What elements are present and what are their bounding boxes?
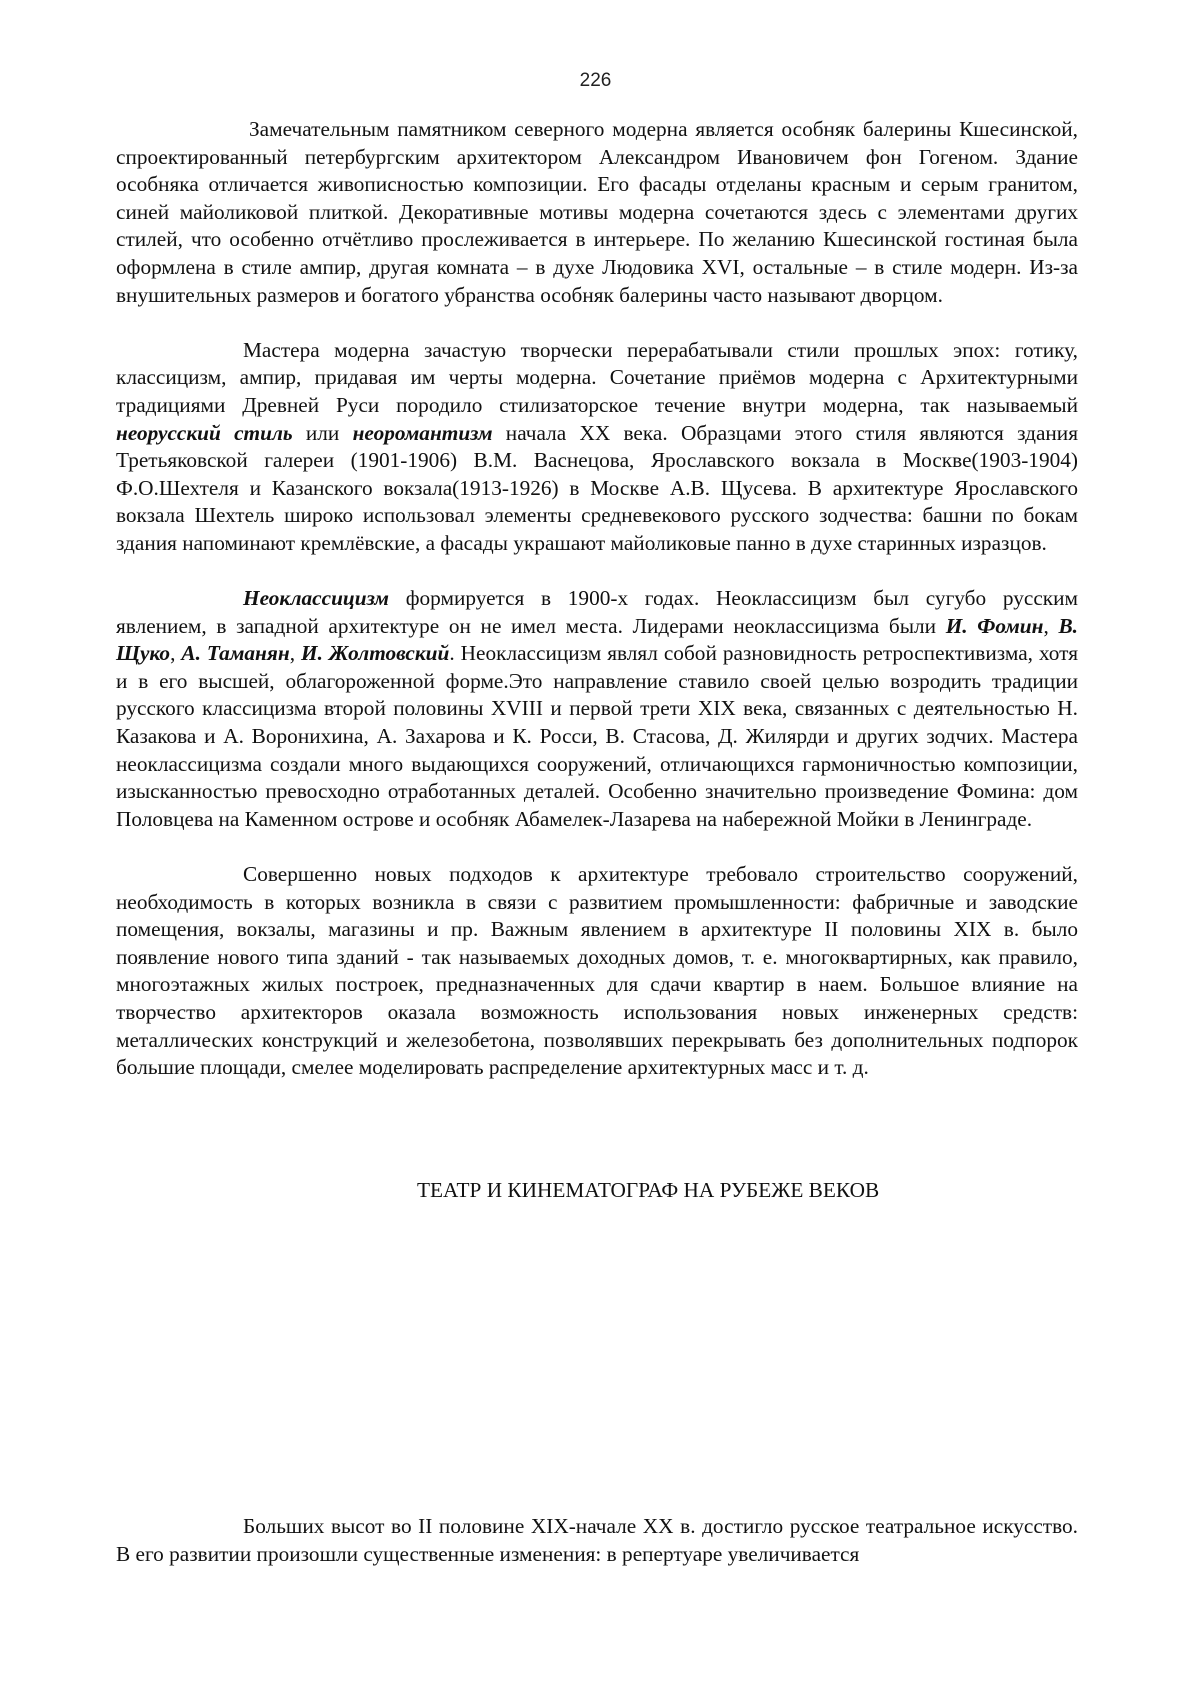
architect-name: В. Щуко (116, 613, 1078, 666)
paragraph-text: формируется в 1900-х годах. Неоклассицизм был сугубо русским явлением, в западной архитектуре он не имел места. Лидерами неоклассицизма были (116, 586, 1078, 638)
paragraph-neoclassicism (116, 585, 1078, 833)
main-text-block (116, 116, 1078, 1082)
architect-name: А. Таманян (181, 641, 290, 666)
paragraph-text: или (292, 420, 353, 445)
architect-name: И. Жолтовский (301, 641, 450, 666)
paragraph-new-building-types: Совершенно новых подходов к архитектуре требовало строительство сооружений, необходимость в которых возникла в связи с развитием промышленности: фабричные и заводские помещения, вокзалы, магазины и пр. Важным явлением в архитектуре II половины XIX в. было появление нового типа зданий - так называемых доходных домов, т. е. многоквартирных, как правило, многоэтажных жилых построек, предназначенных для сдачи квартир в наем. Большое влияние на творчество архитекторов оказала возможность использования новых инженерных средств: металлических конструкций и железобетона, позволявших перекрывать без дополнительных подпорок большие площади, смелее моделировать распределение архитектурных масс и т. д. (116, 862, 1078, 1080)
paragraph-text: . Неоклассицизм являл собой разновидность ретроспективизма, хотя и в его высшей, облагороженной форме.Это направление ставило своей целью возродить традиции русского классицизма второй половины XVIII и первой трети XIX века, связанных с деятельностью Н. Казакова и А. Воронихина, А. Захарова и К. Росси, В. Стасова, Д. Жилярди и других зодчих. Мастера неоклассицизма создали много выдающихся сооружений, отличающихся гармоничностью композиции, изысканностью превосходно отработанных деталей. Особенно значительно произведение Фомина: дом Половцева на Каменном острове и особняк Абамелек-Лазарева на набережной Мойки в Ленинграде. (116, 641, 1078, 831)
section-text-block (116, 1513, 1078, 1568)
separator: , (289, 641, 302, 666)
paragraph-text: начала XX века. Образцами этого стиля являются здания Третьяковской галереи (1901-1906) В.М. Васнецова, Ярославского вокзала в Москве(1903-1904) Ф.О.Шехтеля и Казанского вокзала(1913-1926) в Москве А.В. Щусева. В архитектуре Ярославского вокзала Шехтель широко использовал элементы средневекового русского зодчества: башни по бокам здания напоминают кремлёвские, а фасады украшают майоликовые панно в духе старинных изразцов. (116, 420, 1079, 555)
paragraph-kshesinskaya-mansion: Замечательным памятником северного модерна является особняк балерины Кшесинской, спроектированный петербургским архитектором Александром Ивановичем фон Гогеном. Здание особняка отличается живописностью композиции. Его фасады отделаны красным и серым гранитом, синей майоликовой плиткой. Декоративные мотивы модерна сочетаются здесь с элементами других стилей, что особенно отчётливо прослеживается в интерьере. По желанию Кшесинской гостиная была оформлена в стиле ампир, другая комната – в духе Людовика XVI, остальные – в стиле модерн. Из-за внушительных размеров и богатого убранства особняк балерины часто называют дворцом. (116, 117, 1078, 307)
paragraph-theatre-intro: Больших высот во II половине XIX-начале XX в. достигло русское театральное искусство. В его развитии произошли существенные изменения: в репертуаре увеличивается (116, 1514, 1078, 1566)
paragraph-text: Мастера модерна зачастую творчески перерабатывали стили прошлых эпох: готику, классицизм, ампир, придавая им черты модерна. Сочетание приёмов модерна с Архитектурными традициями Древней Руси породило стилизаторское течение внутри модерна, так называемый (116, 337, 1078, 417)
separator: , (1043, 613, 1059, 638)
paragraph-neo-russian-style (116, 337, 1078, 558)
emphasized-term: неорусский стиль (116, 420, 293, 445)
page-number: 226 (579, 70, 612, 91)
emphasized-term: Неоклассицизм (243, 586, 389, 611)
separator: , (170, 641, 182, 666)
section-heading: ТЕАТР И КИНЕМАТОГРАФ НА РУБЕЖЕ ВЕКОВ (417, 1178, 880, 1202)
emphasized-term: неоромантизм (352, 420, 493, 445)
architect-name: И. Фомин (945, 613, 1044, 638)
